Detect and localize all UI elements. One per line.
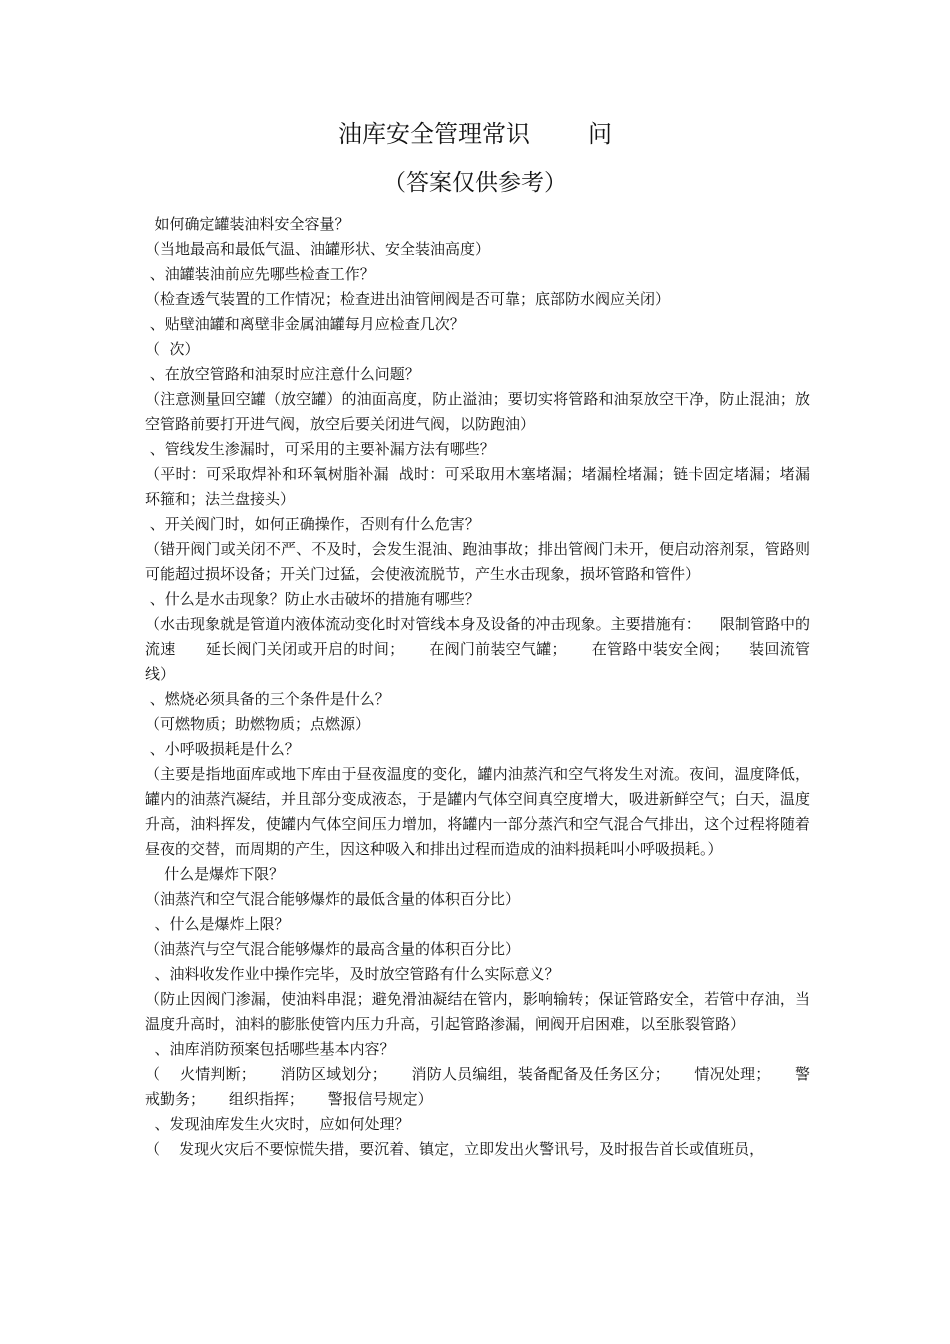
question-3: 、贴壁油罐和离壁非金属油罐每月应检查几次？ [145, 315, 465, 333]
answer-9: （主要是指地面库或地下库由于昼夜温度的变化，罐内油蒸汽和空气将发生对流。夜间，温度降低，罐内的油蒸汽凝结，并且部分变成液态，于是罐内气体空间真空度增大，吸进新鲜空气；白天，温度升高，油料挥发，使罐内气体空间压力增加，将罐内一部分蒸汽和空气混合气排出，这个过程将随着昼夜的交替，而周期的产生，因这种吸入和排出过程而造成的油料损耗叫小呼吸损耗。） [145, 765, 810, 858]
answer-1: （当地最高和最低气温、油罐形状、安全装油高度） [145, 240, 491, 258]
question-1: 如何确定罐装油料安全容量？ [145, 215, 350, 233]
answer-10: （油蒸汽和空气混合能够爆炸的最低含量的体积百分比） [145, 890, 521, 908]
question-4: 、在放空管路和油泵时应注意什么问题？ [145, 365, 420, 383]
question-8: 、燃烧必须具备的三个条件是什么？ [145, 690, 390, 708]
title-main: 油库安全管理常识 [338, 120, 530, 148]
question-13: 、油库消防预案包括哪些基本内容？ [145, 1040, 395, 1058]
answer-2: （检查透气装置的工作情况；检查进出油管闸阀是否可靠；底部防水阀应关闭） [145, 290, 671, 308]
answer-3: （ 次） [145, 340, 200, 358]
question-7: 、什么是水击现象？防止水击破坏的措施有哪些？ [145, 590, 480, 608]
document-body [145, 212, 810, 1162]
answer-8: （可燃物质；助燃物质；点燃源） [145, 715, 371, 733]
answer-12: （防止因阀门渗漏，使油料串混；避免滑油凝结在管内，影响输转；保证管路安全，若管中存油，当温度升高时，油料的膨胀使管内压力升高，引起管路渗漏，闸阀开启困难，以至胀裂管路） [145, 990, 810, 1033]
answer-13: （ 火情判断； 消防区域划分； 消防人员编组，装备配备及任务区分； 情况处理； 警戒勤务； 组织指挥； 警报信号规定） [145, 1065, 810, 1108]
question-14: 、发现油库发生火灾时，应如何处理？ [145, 1115, 410, 1133]
document-subtitle: （答案仅供参考） [383, 170, 567, 196]
answer-7: （水击现象就是管道内液体流动变化时对管线本身及设备的冲击现象。主要措施有： 限制管路中的流速 延长阀门关闭或开启的时间； 在阀门前装空气罐； 在管路中装安全阀； 装回流管线） [145, 615, 810, 683]
answer-11: （油蒸汽与空气混合能够爆炸的最高含量的体积百分比） [145, 940, 521, 958]
document-title [0, 117, 950, 151]
question-2: 、油罐装油前应先哪些检查工作？ [145, 265, 375, 283]
question-10: 什么是爆炸下限？ [145, 865, 285, 883]
question-6: 、开关阀门时，如何正确操作，否则有什么危害？ [145, 515, 480, 533]
answer-4: （注意测量回空罐（放空罐）的油面高度，防止溢油；要切实将管路和油泵放空干净，防止混油；放空管路前要打开进气阀，放空后要关闭进气阀，以防跑油） [145, 390, 810, 433]
title-tail: 问 [588, 120, 612, 148]
question-11: 、什么是爆炸上限？ [145, 915, 290, 933]
answer-5: （平时：可采取焊补和环氧树脂补漏 战时：可采取用木塞堵漏；堵漏栓堵漏；链卡固定堵漏；堵漏环箍和；法兰盘接头） [145, 465, 810, 508]
question-9: 、小呼吸损耗是什么？ [145, 740, 300, 758]
answer-14: （ 发现火灾后不要惊慌失措，要沉着、镇定，立即发出火警讯号，及时报告首长或值班员， [145, 1140, 765, 1158]
answer-6: （错开阀门或关闭不严、不及时，会发生混油、跑油事故；排出管阀门未开，便启动溶剂泵，管路则可能超过损坏设备；开关门过猛，会使液流脱节，产生水击现象，损坏管路和管件） [145, 540, 810, 583]
question-12: 、油料收发作业中操作完毕，及时放空管路有什么实际意义？ [145, 965, 560, 983]
question-5: 、管线发生渗漏时，可采用的主要补漏方法有哪些？ [145, 440, 495, 458]
